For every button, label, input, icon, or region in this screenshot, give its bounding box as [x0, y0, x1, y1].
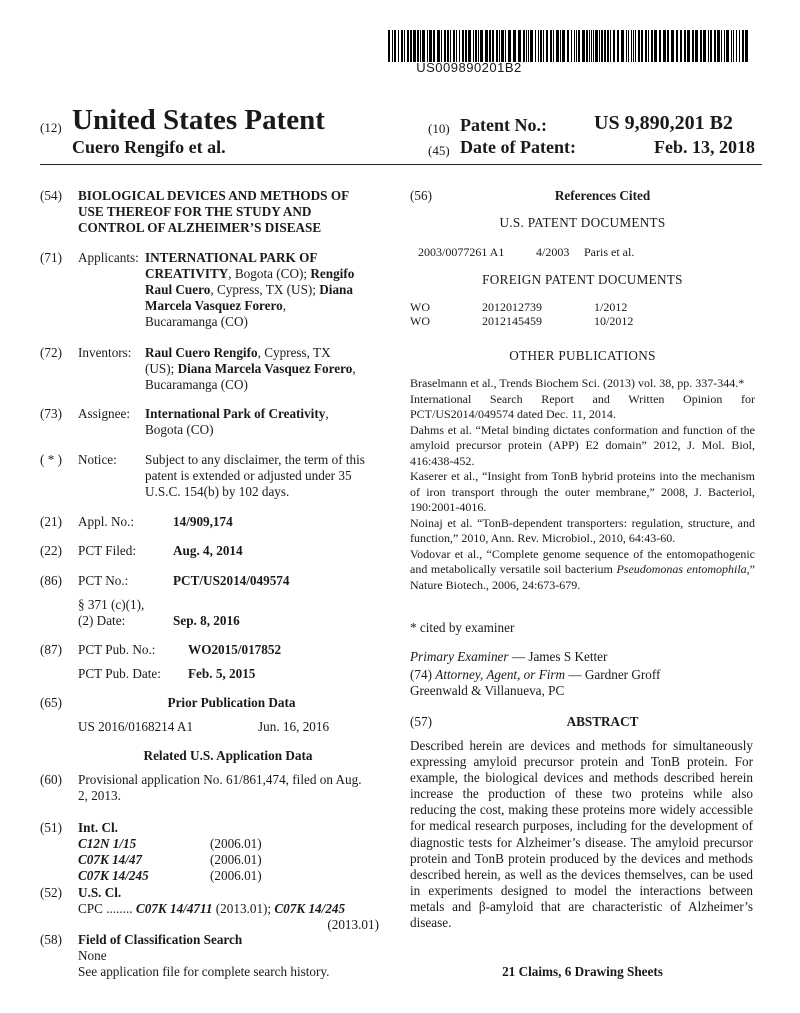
field-code: (87) — [40, 642, 62, 657]
barcode-bar — [724, 30, 725, 62]
examiner-name: — James S Ketter — [508, 649, 608, 664]
barcode-bar — [680, 30, 682, 62]
barcode-bar — [523, 30, 525, 62]
invention-title — [78, 188, 380, 236]
applicant-location: , Bogota (CO); — [228, 266, 311, 281]
doc-type-code: (12) — [40, 120, 62, 135]
barcode-bar — [459, 30, 460, 62]
punctuation: , — [352, 361, 356, 376]
field-label: Notice: — [78, 452, 117, 467]
barcode-bar — [739, 30, 740, 62]
barcode-bar — [444, 30, 446, 62]
field-label: Inventors: — [78, 345, 132, 360]
field-code: (72) — [40, 345, 62, 360]
cpc-label: CPC ........ — [78, 901, 133, 916]
field-search-section — [40, 932, 385, 980]
barcode-bar — [560, 30, 561, 62]
field-label: PCT Pub. No.: — [78, 642, 156, 657]
publication-species: Pseudomonas entomophila — [616, 562, 747, 576]
int-cl-block — [78, 820, 385, 884]
barcode-bar — [528, 30, 529, 62]
notice-line: patent is extended or adjusted under 35 — [145, 468, 352, 483]
int-cl-version: (2006.01) — [210, 868, 262, 883]
attorney-name: — Gardner Groff — [565, 667, 661, 682]
barcode-bar — [437, 30, 440, 62]
barcode-bar — [450, 30, 451, 62]
barcode-bar — [703, 30, 706, 62]
pct-pub-section — [40, 642, 385, 682]
publication-entry: International Search Report and Written Opinion for PCT/US2014/049574 dated Dec. 11, 2014. — [410, 391, 755, 421]
examiner-label: Primary Examiner — [410, 649, 509, 664]
applicant-name: Marcela Vasquez Forero — [145, 298, 283, 313]
inventor-name: Raul Cuero Rengifo — [145, 345, 258, 360]
ref-number: 2012012739 — [482, 300, 542, 314]
field-code: (58) — [40, 932, 62, 947]
provisional-section — [40, 772, 385, 804]
applicants-section — [40, 250, 385, 330]
pct-pub-date-value: Feb. 5, 2015 — [188, 666, 256, 681]
barcode-bar — [499, 30, 500, 62]
barcode-bar — [695, 30, 698, 62]
barcode-bar — [708, 30, 709, 62]
barcode-bar — [501, 30, 504, 62]
cpc-class: C07K 14/245 — [274, 901, 346, 916]
barcode-bar — [586, 30, 588, 62]
field-code: (74) — [410, 667, 432, 682]
ref-country: WO — [410, 300, 430, 314]
barcode-bar — [567, 30, 569, 62]
attorney-name-line: Greenwald & Villanueva, PC — [410, 683, 565, 698]
barcode-bar — [599, 30, 600, 62]
cpc-class: C07K 14/4711 — [135, 901, 213, 916]
provisional-line: 2, 2013. — [78, 788, 121, 803]
ref-name: Paris et al. — [584, 245, 635, 259]
barcode-bar — [731, 30, 732, 62]
applicant-location: , Cypress, TX (US); — [210, 282, 320, 297]
barcode-bar — [453, 30, 455, 62]
barcode-bar — [651, 30, 653, 62]
field-code: (54) — [40, 188, 62, 203]
barcode-bar — [492, 30, 494, 62]
assignee-section — [40, 406, 385, 438]
date-label: Date of Patent: — [460, 137, 576, 157]
inventors-section — [40, 345, 385, 393]
barcode-bar — [591, 30, 592, 62]
patent-date: Feb. 13, 2018 — [654, 137, 755, 157]
barcode-bar — [726, 30, 729, 62]
prior-publication-heading: Prior Publication Data — [167, 695, 296, 710]
barcode-bar — [607, 30, 609, 62]
field-label: Assignee: — [78, 406, 131, 421]
references-heading: References Cited — [554, 188, 651, 203]
barcode-bar — [610, 30, 611, 62]
field-code: ( * ) — [40, 452, 62, 467]
barcode-bar — [654, 30, 657, 62]
title-line: CONTROL OF ALZHEIMER’S DISEASE — [78, 220, 322, 235]
field-code: (60) — [40, 772, 62, 787]
us-docs-heading: U.S. PATENT DOCUMENTS — [499, 215, 666, 230]
barcode-bar — [710, 30, 712, 62]
assignee-location: Bogota (CO) — [145, 422, 214, 437]
int-cl-version: (2006.01) — [210, 836, 262, 851]
notice-line: Subject to any disclaimer, the term of this — [145, 452, 365, 467]
field-code: (71) — [40, 250, 62, 265]
int-cl-class: C07K 14/245 — [78, 868, 149, 883]
barcode-bar — [422, 30, 425, 62]
publication-entry: Kaserer et al., “Insight from TonB hybrid proteins into the mechanism of iron transport through the outer membrane,” 2008, J. Bacteriol, 190:2001-4016. — [410, 469, 755, 514]
barcode-bar — [671, 30, 674, 62]
references-section — [410, 188, 755, 204]
int-cl-section — [40, 820, 385, 884]
section-371-label: § 371 (c)(1), — [78, 597, 145, 612]
prior-publication-section — [40, 695, 385, 735]
int-cl-row — [78, 852, 385, 868]
barcode-bar — [535, 30, 536, 62]
barcode-bar — [574, 30, 575, 62]
barcode-bar — [700, 30, 702, 62]
field-search-note: See application file for complete search history. — [78, 964, 330, 979]
barcode-bar — [613, 30, 615, 62]
barcode-bar — [687, 30, 690, 62]
barcode-bar — [571, 30, 572, 62]
barcode-bar — [407, 30, 409, 62]
barcode-bar — [595, 30, 598, 62]
barcode-bar — [556, 30, 559, 62]
int-cl-class: C12N 1/15 — [78, 836, 137, 851]
publication-text: Vodovar et al., “Complete genome sequence of the entomopathogenic and metabolically versatile soil bacterium — [410, 546, 755, 576]
int-cl-label: Int. Cl. — [78, 820, 118, 835]
barcode — [388, 30, 750, 62]
field-code: (56) — [410, 188, 432, 203]
abstract-header — [410, 714, 755, 730]
barcode-bar — [433, 30, 435, 62]
patent-no-code: (10) — [428, 121, 450, 136]
punctuation: , — [325, 406, 329, 421]
publication-entry: Dahms et al. “Metal binding dictates conformation and function of the amyloid precursor protein (APP) E2 domain” 2012, J. Mol. Biol, 416:438-452. — [410, 422, 755, 468]
prior-publication-date: Jun. 16, 2016 — [258, 719, 330, 734]
field-search-block — [78, 932, 385, 980]
barcode-bar — [553, 30, 554, 62]
publication-entry: Noinaj et al. “TonB-dependent transporters: regulation, structure, and function,” 2010, Ann. Rev. Microbiol., 2010, 64:43-60. — [410, 515, 755, 545]
inventor-short: Cuero Rengifo et al. — [72, 137, 226, 157]
header-rule — [40, 164, 762, 165]
ref-date: 4/2003 — [536, 245, 570, 259]
barcode-bar — [663, 30, 666, 62]
barcode-bar — [714, 30, 716, 62]
barcode-bar — [410, 30, 412, 62]
barcode-bar — [526, 30, 527, 62]
prior-publication-number: US 2016/0168214 A1 — [78, 719, 194, 734]
barcode-bar — [513, 30, 516, 62]
field-search-label: Field of Classification Search — [78, 932, 243, 947]
int-cl-row — [78, 868, 385, 884]
publication-text: ,” Nature Biotech., 2006, 24:673-679. — [410, 562, 755, 592]
title-section — [40, 188, 380, 236]
cited-by-examiner: * cited by examiner — [410, 620, 515, 635]
int-cl-version: (2006.01) — [210, 852, 262, 867]
barcode-bar — [733, 30, 734, 62]
applicant-location: Bucaramanga (CO) — [145, 314, 248, 329]
notice-line: U.S.C. 154(b) by 102 days. — [145, 484, 290, 499]
assignee-name: International Park of Creativity — [145, 406, 326, 421]
pct-no-value: PCT/US2014/049574 — [173, 573, 290, 588]
barcode-bar — [480, 30, 483, 62]
ref-date: 10/2012 — [594, 314, 634, 328]
foreign-doc-row — [410, 314, 740, 328]
field-search-value: None — [78, 948, 107, 963]
barcode-bar — [473, 30, 474, 62]
attorney-label: Attorney, Agent, or Firm — [435, 667, 566, 682]
applicants-value — [145, 250, 385, 330]
field-code: (22) — [40, 543, 62, 558]
barcode-bar — [388, 30, 390, 62]
primary-examiner — [410, 649, 755, 665]
field-label: Appl. No.: — [78, 514, 135, 529]
applicant-name: Raul Cuero — [145, 282, 211, 297]
field-code: (52) — [40, 885, 62, 900]
int-cl-class: C07K 14/47 — [78, 852, 143, 867]
barcode-bar — [589, 30, 590, 62]
us-cl-section — [40, 885, 385, 933]
barcode-bar — [692, 30, 694, 62]
inventors-value — [145, 345, 385, 393]
foreign-docs-heading: FOREIGN PATENT DOCUMENTS — [482, 272, 683, 287]
cpc-version: (2013.01); — [212, 901, 275, 916]
barcode-bar — [648, 30, 649, 62]
title-line: USE THEREOF FOR THE STUDY AND — [78, 204, 312, 219]
abstract-heading: ABSTRACT — [566, 714, 639, 729]
barcode-bar — [530, 30, 533, 62]
field-code: (57) — [410, 714, 432, 729]
barcode-bar — [478, 30, 479, 62]
ref-country: WO — [410, 314, 430, 328]
pct-no-section — [40, 573, 385, 633]
field-code: (73) — [40, 406, 62, 421]
barcode-bar — [582, 30, 585, 62]
ref-number: 2012145459 — [482, 314, 542, 328]
foreign-doc-row — [410, 300, 740, 314]
inventor-location: (US); — [145, 361, 178, 376]
barcode-bar — [538, 30, 539, 62]
barcode-bar — [645, 30, 647, 62]
barcode-bar — [546, 30, 548, 62]
field-code: (51) — [40, 820, 62, 835]
notice-text — [145, 452, 385, 500]
applicant-name: Diana — [319, 282, 353, 297]
punctuation: , — [282, 298, 287, 313]
barcode-bar — [417, 30, 419, 62]
barcode-bar — [489, 30, 491, 62]
barcode-bar — [576, 30, 577, 62]
barcode-bar — [667, 30, 669, 62]
barcode-bar — [413, 30, 416, 62]
barcode-bar — [684, 30, 686, 62]
barcode-bar — [429, 30, 432, 62]
inventor-location: , Cypress, TX — [257, 345, 331, 360]
barcode-bar — [631, 30, 632, 62]
barcode-bar — [721, 30, 722, 62]
barcode-bar — [456, 30, 457, 62]
inventor-location: Bucaramanga (CO) — [145, 377, 248, 392]
barcode-bar — [543, 30, 544, 62]
field-code: (21) — [40, 514, 62, 529]
other-publications-heading: OTHER PUBLICATIONS — [509, 348, 656, 363]
field-label: PCT Pub. Date: — [78, 666, 161, 681]
applicant-name: Rengifo — [310, 266, 355, 281]
barcode-bar — [621, 30, 624, 62]
barcode-bar — [447, 30, 449, 62]
field-label: PCT No.: — [78, 573, 129, 588]
cpc-version: (2013.01) — [327, 917, 379, 932]
barcode-bar — [550, 30, 552, 62]
barcode-bar — [540, 30, 542, 62]
us-cl-label: U.S. Cl. — [78, 885, 122, 900]
barcode-bar — [617, 30, 619, 62]
provisional-line: Provisional application No. 61/861,474, filed on Aug. — [78, 772, 362, 787]
notice-section — [40, 452, 385, 500]
barcode-bar — [742, 30, 744, 62]
section-371-date-value: Sep. 8, 2016 — [173, 613, 240, 628]
section-371-date-label: (2) Date: — [78, 613, 126, 628]
provisional-text — [78, 772, 385, 804]
barcode-bar — [462, 30, 464, 62]
barcode-bar — [441, 30, 442, 62]
publication-entry — [410, 547, 755, 594]
title-line: BIOLOGICAL DEVICES AND METHODS OF — [78, 188, 350, 203]
barcode-bar — [676, 30, 678, 62]
barcode-bar — [604, 30, 606, 62]
doc-type-title: United States Patent — [72, 104, 325, 136]
barcode-bar — [427, 30, 428, 62]
field-code: (65) — [40, 695, 62, 710]
attorney-section — [410, 667, 755, 699]
pct-pub-no-value: WO2015/017852 — [188, 642, 282, 657]
int-cl-row — [78, 836, 385, 852]
barcode-bar — [518, 30, 521, 62]
ref-date: 1/2012 — [594, 300, 628, 314]
barcode-bar — [717, 30, 720, 62]
barcode-bar — [659, 30, 661, 62]
us-cl-block — [78, 885, 385, 933]
barcode-bar — [736, 30, 737, 62]
barcode-bar — [496, 30, 498, 62]
barcode-bar — [745, 30, 748, 62]
barcode-bar — [420, 30, 421, 62]
appl-no-value: 14/909,174 — [173, 514, 233, 529]
barcode-bar — [392, 30, 393, 62]
barcode-bar — [468, 30, 471, 62]
barcode-bar — [394, 30, 396, 62]
barcode-bar — [485, 30, 488, 62]
publication-number: US009890201B2 — [416, 60, 522, 75]
related-heading: Related U.S. Application Data — [143, 748, 313, 763]
inventor-name: Diana Marcela Vasquez Forero — [177, 361, 353, 376]
barcode-bar — [404, 30, 405, 62]
other-publications-list — [410, 376, 755, 593]
barcode-bar — [641, 30, 643, 62]
barcode-bar — [633, 30, 634, 62]
barcode-bar — [626, 30, 627, 62]
barcode-bar — [475, 30, 477, 62]
barcode-bar — [562, 30, 565, 62]
barcode-bar — [638, 30, 640, 62]
date-code: (45) — [428, 143, 450, 158]
applicant-name: INTERNATIONAL PARK OF — [145, 250, 318, 265]
barcode-bar — [505, 30, 506, 62]
barcode-bar — [635, 30, 636, 62]
applicant-name: CREATIVITY — [145, 266, 229, 281]
abstract-text: Described herein are devices and methods for simultaneously expressing amyloid precursor protein and TonB protein. For example, the biological devices and methods described herein increase the production of these two proteins while also reducing the cost, making these proteins more widely accessible for medical research purposes, including for the development of diagnostic tests for Alzheimer’s disease. The amyloid precursor protein and TonB protein produced by the devices and methods described herein, as well as the devices themselves, can be used in experiments designed to model the interactions between metals and β-amyloid that are characteristic of Alzheimer’s disease. — [410, 738, 753, 931]
barcode-bar — [465, 30, 467, 62]
claims-summary: 21 Claims, 6 Drawing Sheets — [502, 964, 663, 979]
field-label: PCT Filed: — [78, 543, 137, 558]
barcode-bar — [578, 30, 580, 62]
patent-number: US 9,890,201 B2 — [594, 112, 733, 134]
field-label: Applicants: — [78, 250, 139, 265]
barcode-bar — [593, 30, 594, 62]
barcode-bar — [508, 30, 511, 62]
publication-entry: Braselmann et al., Trends Biochem Sci. (2013) vol. 38, pp. 337-344.* — [410, 376, 745, 390]
us-doc-row — [418, 245, 748, 259]
field-code: (86) — [40, 573, 62, 588]
barcode-bar — [628, 30, 629, 62]
barcode-bar — [601, 30, 603, 62]
pct-filed-value: Aug. 4, 2014 — [173, 543, 243, 558]
barcode-bar — [398, 30, 399, 62]
patent-no-label: Patent No.: — [460, 115, 547, 135]
barcode-bar — [401, 30, 403, 62]
assignee-value — [145, 406, 385, 438]
ref-number: 2003/0077261 A1 — [418, 245, 505, 259]
